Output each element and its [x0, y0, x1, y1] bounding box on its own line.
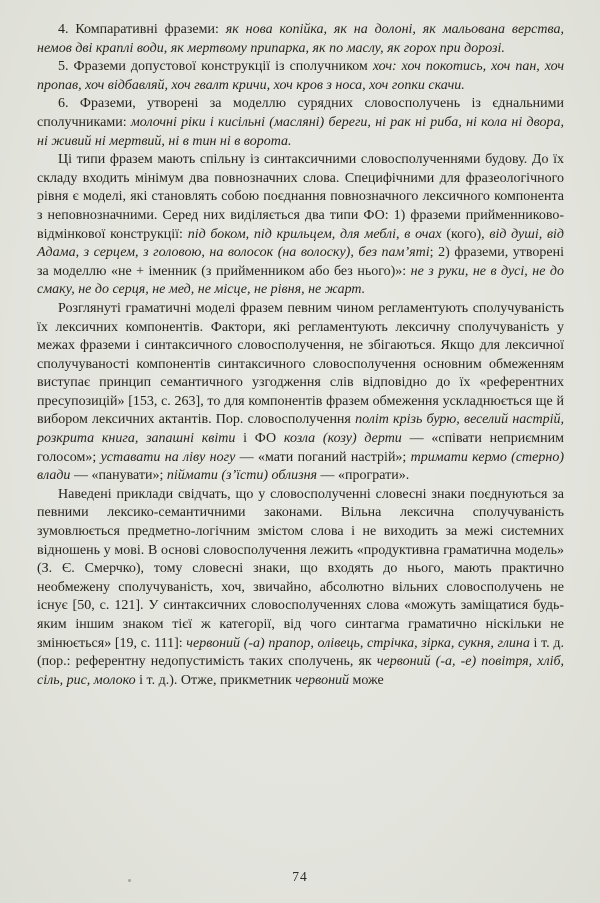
- item-4-comparative-phrasemes: [37, 21, 564, 58]
- paragraph-common-structure: [37, 151, 564, 300]
- page-number: 74: [292, 869, 308, 884]
- example-italic-run: уставати на ліву ногу: [100, 449, 236, 465]
- example-italic-run: червоний: [295, 672, 350, 688]
- text-run: (кого): [446, 226, 482, 242]
- text-block: [37, 21, 564, 690]
- example-italic-run: козла (козу) дерти: [283, 431, 402, 447]
- text-run: — «програти».: [317, 468, 410, 484]
- text-run: 6. Фраземи, утворені за моделлю сурядних словосполучень із єднальними сполучниками:: [37, 96, 564, 130]
- text-run: 4. Компаративні фраземи:: [58, 22, 226, 37]
- example-italic-run: піймати (з’їсти) облизня: [166, 468, 318, 484]
- example-italic-run: не з руки, не в дусі, не до смаку, не до серця, не мед, не місце, не рівня, не жарт.: [37, 263, 564, 298]
- text-run: — «мати поганий настрій»;: [235, 449, 411, 465]
- text-run: Розглянуті граматичні моделі фразем певним чином регламентують сполучуваність їх лексичних компонентів. Фактори, які регламентують лексичну сполучуваність у межах фраземи і синтаксичного словосполучення, не збігаються. Якщо для лексичної сполучуваності компонентів синтаксичного словосполучення основним обмеженням виступає принцип семантичного узгодження слів відповідно до їх «референтних пресупозицій» [153, с. 263], то для компонентів фразем обмеження ускладнюється ще й вибором лексичних актантів. Пор. словосполучення: [37, 300, 564, 428]
- paragraph-lexical-combinability: [37, 486, 564, 691]
- example-italic-run: як нова копійка, як на долоні, як мальована верства, немов дві краплі води, як мертвому припарка, як по маслу, як горох при дорозі.: [37, 22, 564, 56]
- text-run: і т. д. (пор.: референтну недопустимість таких сполучень, як: [37, 635, 564, 670]
- text-run: і т. д.). Отже, прикметник: [135, 672, 296, 688]
- item-6-coordinate-phrasemes: [37, 95, 564, 151]
- example-italic-run: , від душі, від Адама, з серцем, з головою, на волосок (на волоску), без пам’яті: [37, 226, 565, 261]
- text-run: ; 2) фраземи, утворені за моделлю «не + іменник (з прийменником або без нього)»:: [37, 245, 564, 279]
- example-italic-run: під боком, під крильцем, для меблі, в очах: [187, 226, 447, 242]
- text-run: Ці типи фразем мають спільну із синтаксичними словосполученнями будову. До їх складу входить мінімум два повнозначних слова. Специфічними для фразеологічного рівня є моделі, які становлять собою поєднання повнозначного лексичного компонента з неповнозначними. Серед них виділяється два типи ФО: 1) фраземи прийменниково-відмінкової конструкції:: [37, 152, 564, 242]
- text-run: — «панувати»;: [70, 468, 167, 484]
- text-run: — «співати неприємним голосом»;: [37, 431, 565, 465]
- paragraph-grammatical-models: [37, 300, 564, 486]
- example-italic-run: червоний (-а, -е) повітря, хліб, сіль, рис, молоко: [37, 654, 564, 688]
- example-italic-run: молочні ріки і кисільні (масляні) береги, ні рак ні риба, ні кола ні двора, ні живий ні мертвий, ні в тин ні в ворота.: [37, 114, 564, 149]
- text-run: і ФО: [235, 431, 284, 447]
- text-run: 5. Фраземи допустової конструкції із сполучником: [58, 59, 373, 75]
- text-run: Наведені приклади свідчать, що у словосполученні словесні знаки поєднуються за певними лексико-семантичними законами. Вільна лексична сполучуваність зумовлюється предметно-логічним змістом слова і не виходить за межі системних відношень у мові. В основі словосполучення лежить «продуктивна граматична модель» (З. Є. Смерчко), тому словесні знаки, що входять до нього, мають практично необмежену сполучуваність, хоч, звичайно, абсолютно вільних словосполучень не існує [50, с. 121]. У синтаксичних словосполученнях слова «можуть заміщатися будь-яким іншим знаком тієї ж категорії, від чого синтагма граматично ніскільки не змінюється» [19, с. 111]:: [37, 486, 564, 651]
- example-italic-run: хоч: хоч покотись, хоч пан, хоч пропав, хоч відбавляй, хоч гвалт кричи, хоч кров з носа, хоч гопки скачи.: [37, 59, 564, 93]
- example-italic-run: політ крізь бурю, веселий настрій, розкрита книга, запашні квіти: [37, 412, 564, 447]
- item-5-concessive-phrasemes: [37, 58, 564, 95]
- text-run: може: [349, 672, 384, 688]
- example-italic-run: червоний (-а) прапор, олівець, стрічка, зірка, сукня, глина: [186, 635, 530, 651]
- example-italic-run: тримати кермо (стерно) влади: [37, 449, 564, 484]
